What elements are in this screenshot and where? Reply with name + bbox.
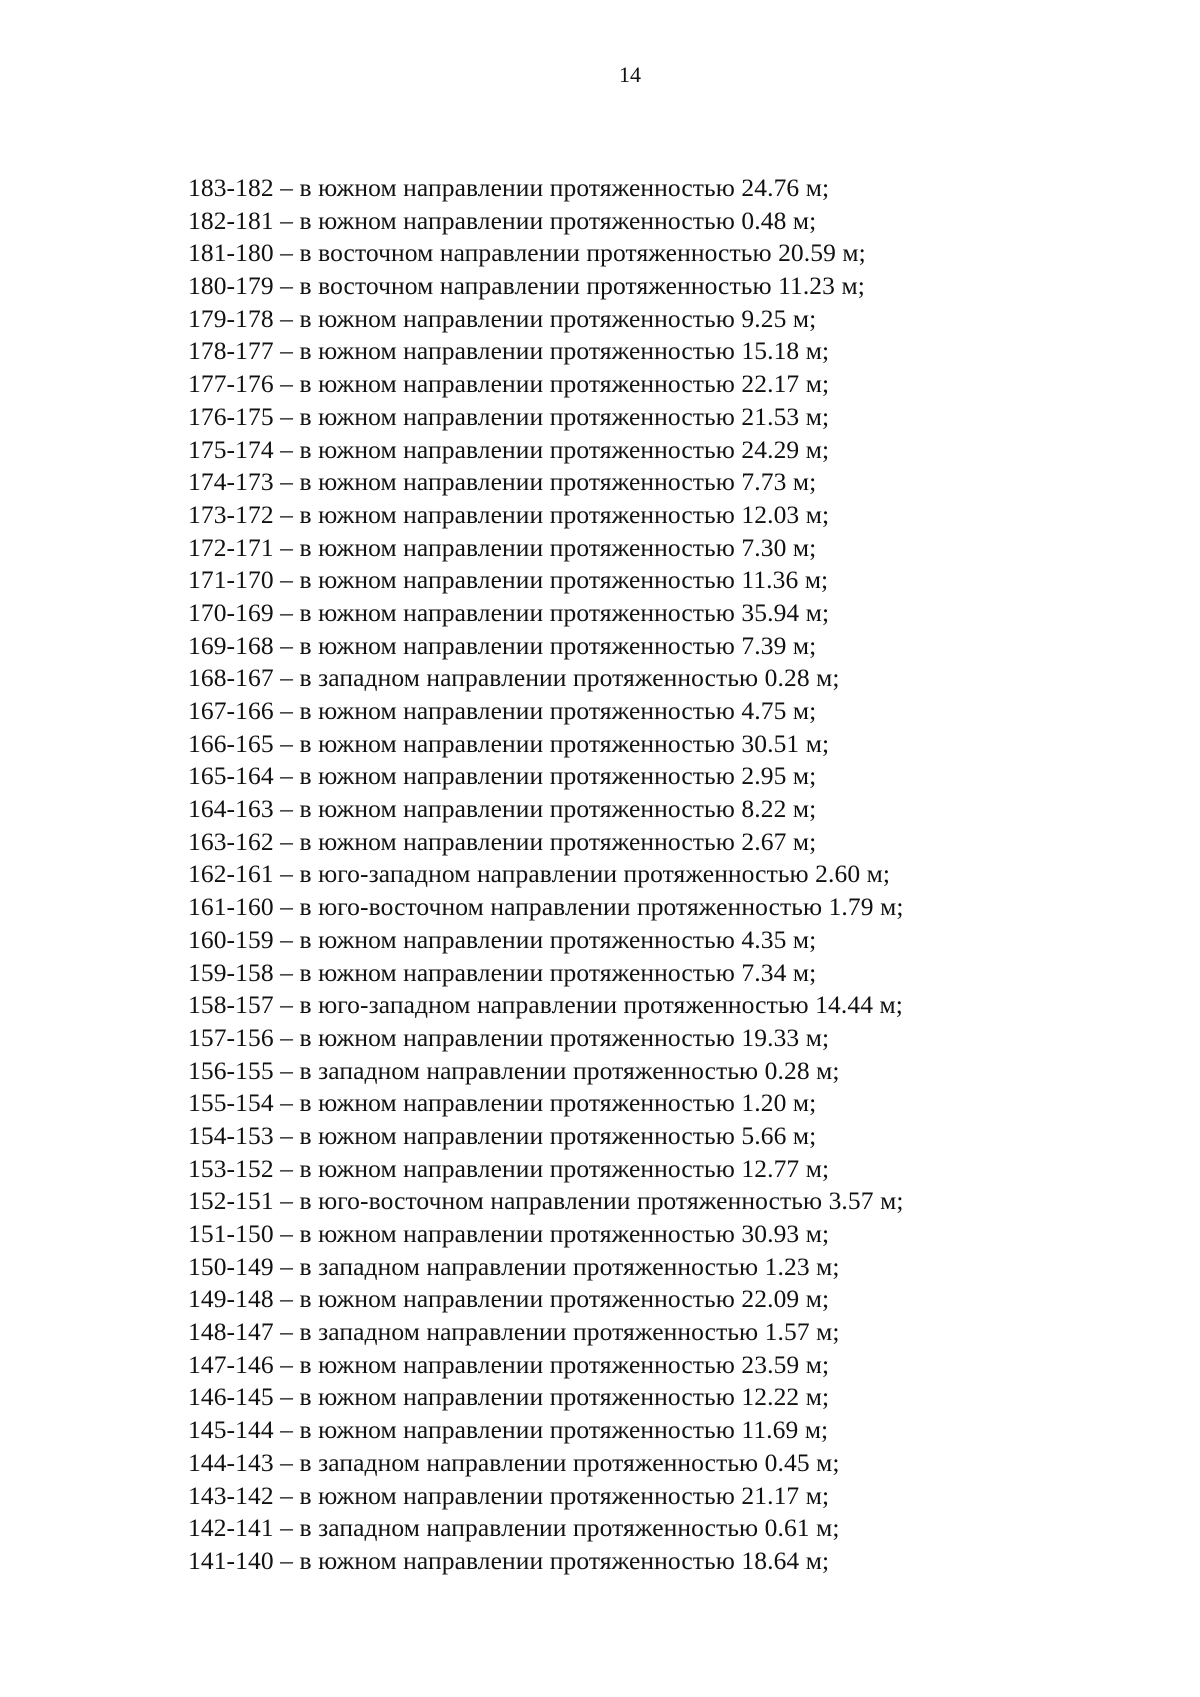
segment-line: 144-143 – в западном направлении протяженностью 0.45 м;	[188, 1447, 840, 1477]
segment-line: 182-181 – в южном направлении протяженностью 0.48 м;	[188, 205, 817, 235]
segment-line: 172-171 – в южном направлении протяженностью 7.30 м;	[188, 532, 817, 562]
segment-line: 158-157 – в юго-западном направлении протяженностью 14.44 м;	[188, 990, 903, 1020]
segment-line: 164-163 – в южном направлении протяженностью 8.22 м;	[188, 794, 817, 824]
segment-line: 168-167 – в западном направлении протяженностью 0.28 м;	[188, 663, 840, 693]
segment-line: 151-150 – в южном направлении протяженностью 30.93 м;	[188, 1219, 830, 1248]
segment-line: 167-166 – в южном направлении протяженностью 4.75 м;	[188, 696, 817, 725]
segment-line: 165-164 – в южном направлении протяженностью 2.95 м;	[188, 761, 817, 791]
segment-line: 155-154 – в южном направлении протяженностью 1.20 м;	[188, 1088, 817, 1118]
segment-line: 150-149 – в западном направлении протяженностью 1.23 м;	[188, 1251, 840, 1281]
segment-line: 160-159 – в южном направлении протяженностью 4.35 м;	[188, 924, 817, 954]
segment-line: 163-162 – в южном направлении протяженностью 2.67 м;	[188, 826, 817, 856]
segment-line: 171-170 – в южном направлении протяженностью 11.36 м;	[188, 565, 829, 595]
segment-line: 145-144 – в южном направлении протяженностью 11.69 м;	[188, 1415, 829, 1445]
segment-line: 179-178 – в южном направлении протяженностью 9.25 м;	[188, 303, 817, 333]
segment-line: 142-141 – в западном направлении протяженностью 0.61 м;	[188, 1513, 840, 1543]
segment-line: 162-161 – в юго-западном направлении протяженностью 2.60 м;	[188, 859, 891, 889]
segment-line: 173-172 – в южном направлении протяженностью 12.03 м;	[188, 499, 830, 529]
segment-line: 166-165 – в южном направлении протяженностью 30.51 м;	[188, 728, 830, 758]
segment-line: 178-177 – в южном направлении протяженностью 15.18 м;	[188, 336, 830, 366]
segment-line: 143-142 – в южном направлении протяженностью 21.17 м;	[188, 1480, 830, 1510]
segment-line: 146-145 – в южном направлении протяженностью 12.22 м;	[188, 1382, 830, 1412]
segment-line: 157-156 – в южном направлении протяженностью 19.33 м;	[188, 1022, 830, 1052]
segment-line: 161-160 – в юго-восточном направлении протяженностью 1.79 м;	[188, 892, 904, 922]
segment-line: 176-175 – в южном направлении протяженностью 21.53 м;	[188, 401, 830, 431]
page-number: 14	[619, 62, 641, 87]
segment-line: 181-180 – в восточном направлении протяженностью 20.59 м;	[188, 238, 866, 268]
segment-line: 177-176 – в южном направлении протяженностью 22.17 м;	[188, 369, 830, 399]
boundary-segments-list	[188, 172, 904, 1578]
segment-line: 154-153 – в южном направлении протяженностью 5.66 м;	[188, 1120, 817, 1150]
segment-line: 159-158 – в южном направлении протяженностью 7.34 м;	[188, 957, 817, 987]
segment-line: 170-169 – в южном направлении протяженностью 35.94 м;	[188, 597, 830, 627]
segment-line: 141-140 – в южном направлении протяженностью 18.64 м;	[188, 1545, 830, 1575]
segment-line: 175-174 – в южном направлении протяженностью 24.29 м;	[188, 434, 830, 464]
segment-line: 180-179 – в восточном направлении протяженностью 11.23 м;	[188, 271, 865, 301]
segment-line: 153-152 – в южном направлении протяженностью 12.77 м;	[188, 1153, 830, 1183]
segment-line: 152-151 – в юго-восточном направлении протяженностью 3.57 м;	[188, 1186, 904, 1216]
segment-line: 183-182 – в южном направлении протяженностью 24.76 м;	[188, 173, 830, 202]
segment-line: 174-173 – в южном направлении протяженностью 7.73 м;	[188, 467, 817, 497]
segment-line: 149-148 – в южном направлении протяженностью 22.09 м;	[188, 1284, 830, 1314]
segment-line: 148-147 – в западном направлении протяженностью 1.57 м;	[188, 1317, 840, 1347]
segment-line: 156-155 – в западном направлении протяженностью 0.28 м;	[188, 1055, 840, 1085]
segment-line: 169-168 – в южном направлении протяженностью 7.39 м;	[188, 630, 817, 660]
segment-line: 147-146 – в южном направлении протяженностью 23.59 м;	[188, 1349, 830, 1379]
